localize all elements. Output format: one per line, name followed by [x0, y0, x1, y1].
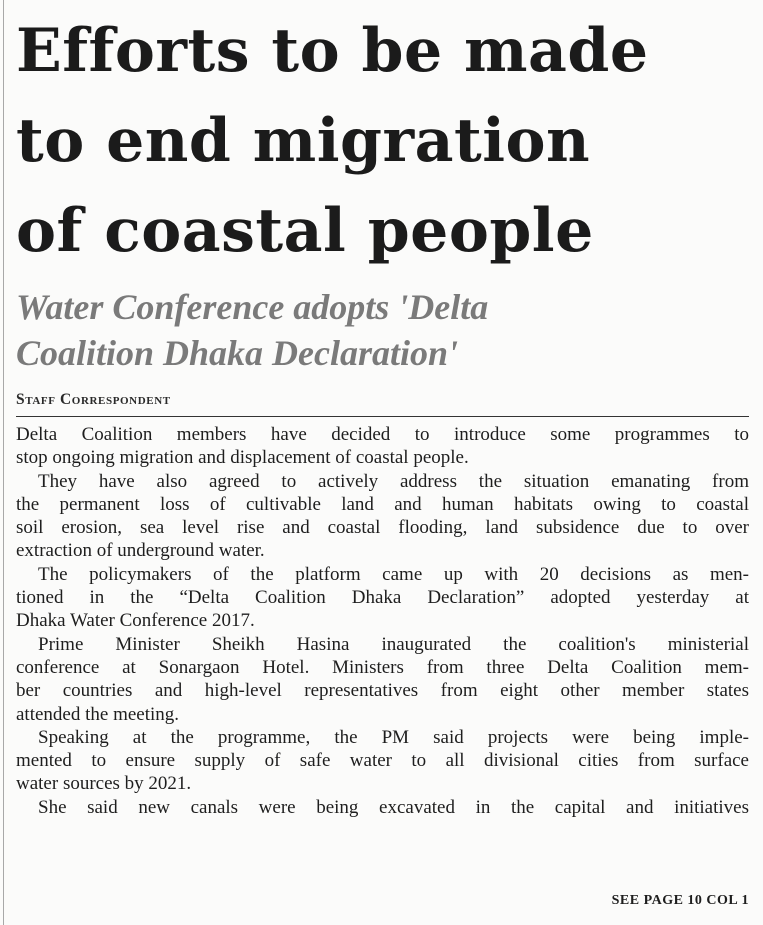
text-line: the permanent loss of cultivable land and human habitats owing to coastal	[16, 493, 749, 515]
text-line: water sources by 2021.	[16, 773, 192, 795]
text-line: soil erosion, sea level rise and coastal flooding, land subsidence due to over	[16, 517, 749, 539]
subheadline	[16, 284, 749, 376]
text-line: Dhaka Water Conference 2017.	[16, 610, 255, 632]
headline	[16, 0, 749, 276]
headline-line: of coastal people	[16, 196, 594, 266]
paragraph	[16, 563, 749, 633]
paragraph	[16, 796, 749, 819]
continuation-note: SEE PAGE 10 COL 1	[611, 893, 749, 908]
paragraph	[16, 470, 749, 563]
text-line: extraction of underground water.	[16, 540, 265, 562]
headline-line: Efforts to be made	[16, 16, 649, 86]
column-rule	[3, 0, 4, 925]
text-line: stop ongoing migration and displacement of coastal people.	[16, 447, 469, 469]
text-line: mented to ensure supply of safe water to all divisional cities from surface	[16, 750, 749, 772]
text-line: Delta Coalition members have decided to introduce some programmes to	[16, 424, 749, 445]
subheadline-line: Water Conference adopts 'Delta	[16, 287, 489, 327]
byline-divider	[16, 416, 749, 417]
headline-line: to end migration	[16, 106, 591, 176]
paragraph	[16, 726, 749, 796]
text-line: ber countries and high-level representatives from eight other member states	[16, 680, 749, 702]
text-line: attended the meeting.	[16, 703, 180, 725]
article-body	[16, 423, 749, 819]
text-line: She said new canals were being excavated in the capital and initiatives	[38, 796, 749, 818]
byline: Staff Correspondent	[16, 391, 171, 408]
paragraph	[16, 633, 749, 726]
text-line: The policymakers of the platform came up with 20 decisions as men-	[38, 563, 749, 585]
text-line: Prime Minister Sheikh Hasina inaugurated the coalition's ministerial	[38, 633, 749, 655]
paragraph	[16, 423, 749, 470]
text-line: They have also agreed to actively address the situation emanating from	[38, 470, 749, 492]
text-line: tioned in the “Delta Coalition Dhaka Declaration” adopted yesterday at	[16, 587, 749, 609]
text-line: conference at Sonargaon Hotel. Ministers from three Delta Coalition mem-	[16, 656, 749, 678]
subheadline-line: Coalition Dhaka Declaration'	[16, 333, 459, 373]
article	[16, 0, 749, 819]
text-line: Speaking at the programme, the PM said projects were being imple-	[38, 726, 749, 748]
